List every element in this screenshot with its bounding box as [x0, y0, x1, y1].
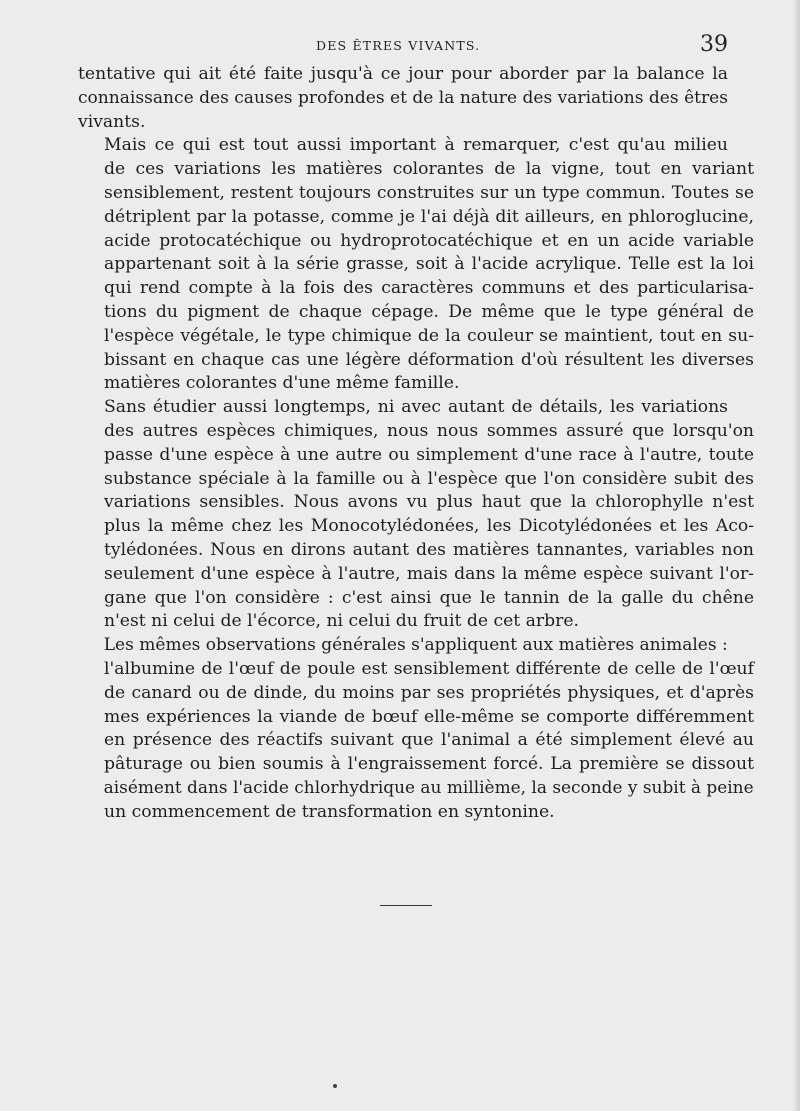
paragraph [78, 134, 754, 396]
text-line: gane que l'on considère : c'est ainsi que le tannin de la galle du chêne [104, 587, 754, 608]
text-line: tions du pigment de chaque cépage. De même que le type général de [104, 301, 754, 322]
text-line: substance spéciale à la famille ou à l'espèce que l'on considère subit des [104, 468, 754, 489]
text-line: tentative qui ait été faite jusqu'à ce jour pour aborder par la balance la [78, 64, 728, 84]
text-line: mes expériences la viande de bœuf elle-même se comporte différemment [104, 706, 754, 727]
text-line: acide protocatéchique ou hydroprotocatéchique et en un acide variable [104, 230, 754, 251]
text-line: passe d'une espèce à une autre ou simplement d'une race à l'autre, toute [104, 444, 754, 465]
text-line: l'albumine de l'œuf de poule est sensiblement différente de celle de l'œuf [104, 658, 754, 679]
paragraph [78, 396, 754, 634]
text-line: en présence des réactifs suivant que l'animal a été simplement élevé au [104, 730, 754, 751]
page-header [0, 30, 800, 60]
text-line: de ces variations les matières colorantes de la vigne, tout en variant [104, 159, 754, 180]
text-line: Les mêmes observations générales s'appliquent aux matières animales : [103, 635, 728, 656]
text-line: qui rend compte à la fois des caractères communs et des particularisa- [104, 278, 754, 299]
text-line: bissant en chaque cas une légère déformation d'où résultent les diverses [104, 349, 754, 370]
section-rule [380, 905, 432, 906]
text-line: n'est ni celui de l'écorce, ni celui du fruit de cet arbre. [104, 611, 579, 632]
text-line: pâturage ou bien soumis à l'engraissement forcé. La première se dissout [104, 754, 754, 775]
text-line: de canard ou de dinde, du moins par ses propriétés physiques, et d'après [104, 682, 754, 703]
text-line: plus la même chez les Monocotylédonées, les Dicotylédonées et les Aco- [104, 516, 754, 537]
text-line: aisément dans l'acide chlorhydrique au millième, la seconde y subit à peine [103, 777, 754, 798]
text-line: appartenant soit à la série grasse, soit à l'acide acrylique. Telle est la loi [104, 254, 754, 275]
text-line: Sans étudier aussi longtemps, ni avec autant de détails, les variations [104, 397, 728, 418]
paragraph [78, 634, 754, 824]
page-edge-shadow [794, 0, 800, 1111]
text-line: des autres espèces chimiques, nous nous sommes assuré que lorsqu'on [104, 420, 754, 441]
text-line: détriplent par la potasse, comme je l'ai déjà dit ailleurs, en phloroglucine, [104, 206, 754, 227]
paragraph [78, 63, 728, 134]
text-line: un commencement de transformation en syntonine. [104, 801, 555, 822]
printer-dot [333, 1084, 337, 1088]
text-line: tylédonées. Nous en dirons autant des matières tannantes, variables non [104, 539, 754, 560]
text-line: Mais ce qui est tout aussi important à remarquer, c'est qu'au milieu [104, 135, 728, 156]
text-line: vivants. [78, 111, 146, 132]
text-line: variations sensibles. Nous avons vu plus haut que la chlorophylle n'est [104, 492, 754, 513]
text-line: connaissance des causes profondes et de la nature des variations des êtres [78, 87, 728, 108]
running-head: DES ÊTRES VIVANTS. [316, 38, 481, 53]
page-number: 39 [700, 32, 728, 57]
text-line: seulement d'une espèce à l'autre, mais dans la même espèce suivant l'or- [104, 563, 754, 584]
body-text [78, 63, 754, 825]
text-line: l'espèce végétale, le type chimique de la couleur se maintient, tout en su- [104, 325, 754, 346]
text-line: matières colorantes d'une même famille. [104, 373, 460, 394]
text-line: sensiblement, restent toujours construites sur un type commun. Toutes se [104, 182, 754, 203]
